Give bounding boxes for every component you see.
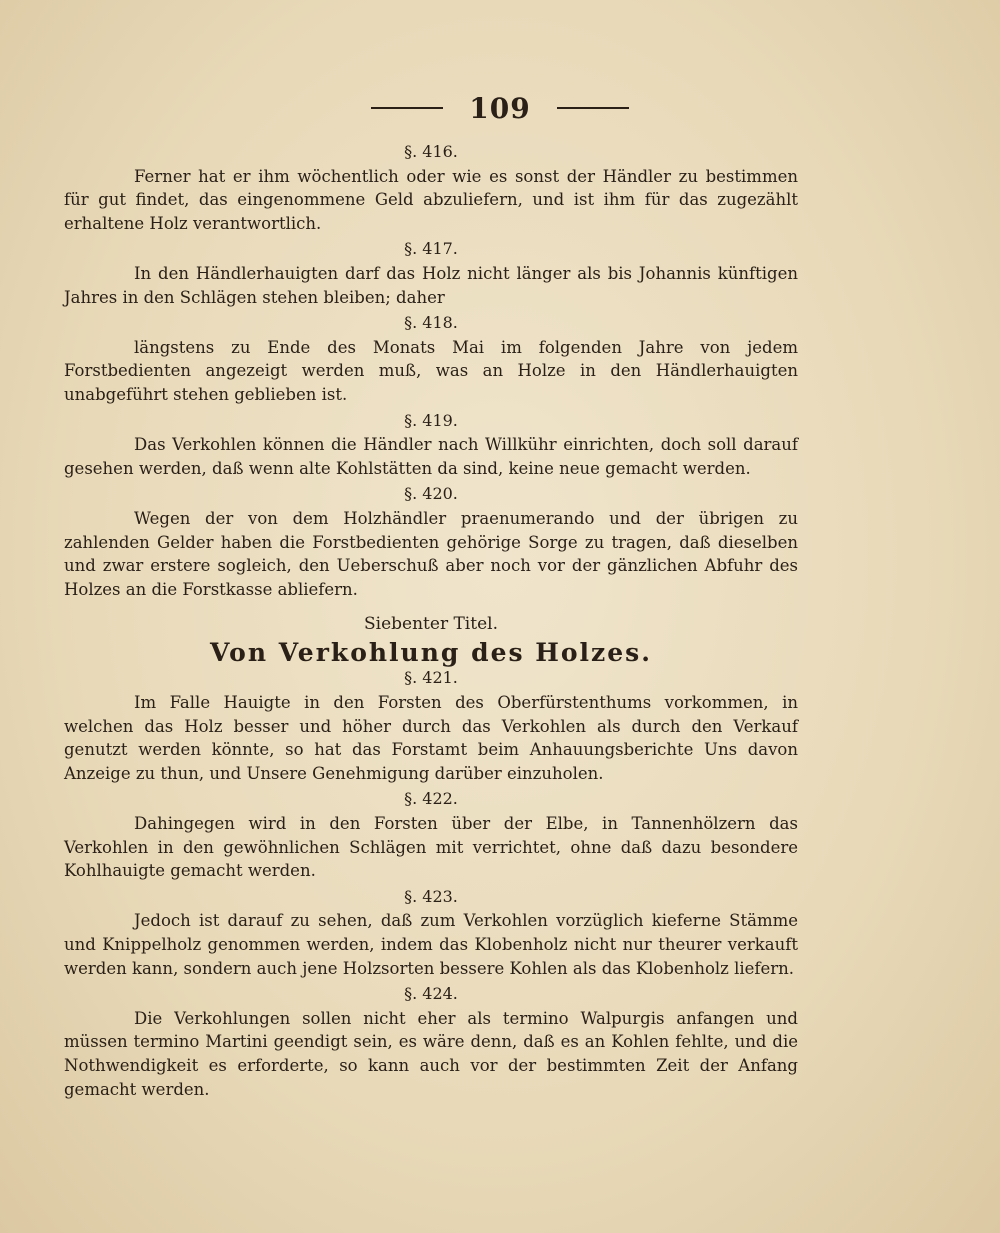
section-number: §. 421. [404,668,458,688]
paragraph: In den Händlerhauigten darf das Holz nicht länger als bis Johannis künftigen Jahres in den Schlägen stehen bleiben; daher [64,263,798,307]
paragraph: Dahingegen wird in den Forsten über der Elbe, in Tannenhölzern das Verkohlen in den gewöhnlichen Schlägen mit verrichtet, ohne daß dazu besondere Kohlhauigte gemacht werden. [64,814,798,881]
section-number: §. 423. [404,886,458,906]
page-header [0,88,1000,128]
paragraph: Die Verkohlungen sollen nicht eher als termino Walpurgis anfangen und müssen termino Martini geendigt sein, es wäre denn, daß es an Kohlen fehlte, und die Nothwendigkeit es erforderte, so kann auch vor der bestimmten Zeit der Anfang gemacht werden. [64,1008,798,1099]
page-number: 109 [469,91,531,125]
section-number: §. 420. [404,484,458,504]
paragraph: Im Falle Hauigte in den Forsten des Oberfürstenthums vorkommen, in welchen das Holz besser und höher durch das Verkohlen als durch den Verkauf genutzt werden könnte, so hat das Forstamt beim Anhauungsberichte Uns davon Anzeige zu thun, und Unsere Genehmigung darüber einzuholen. [64,693,798,783]
section-number: §. 422. [404,789,458,809]
chapter-title: Siebenter Titel. [364,614,498,635]
paragraph: längstens zu Ende des Monats Mai im folgenden Jahre von jedem Forstbedienten angezeigt werden muß, was an Holze in den Händlerhauigten unabgeführt stehen geblieben ist. [64,337,798,404]
section-number: §. 417. [404,239,458,259]
paragraph: Das Verkohlen können die Händler nach Willkühr einrichten, doch soll darauf gesehen werden, daß wenn alte Kohlstätten da sind, keine neue gemacht werden. [64,435,798,478]
paragraph: Wegen der von dem Holzhändler praenumerando und der übrigen zu zahlenden Gelder haben die Forstbedienten gehörige Sorge zu tragen, daß dieselben und zwar erstere sogleich, den Ueberschuß aber noch vor der gänzlichen Abfuhr des Holzes an die Forstkasse abliefern. [64,508,798,599]
section-number: §. 416. [404,142,458,161]
section-number: §. 419. [404,410,458,430]
section-number: §. 424. [404,984,458,1004]
header-rule-left [371,107,443,109]
header-rule-right [557,107,629,109]
page-body [64,138,798,1101]
chapter-heading: Von Verkohlung des Holzes. [210,637,652,667]
section-number: §. 418. [404,313,458,333]
paragraph: Ferner hat er ihm wöchentlich oder wie es sonst der Händler zu bestimmen für gut findet, das eingenommene Geld abzuliefern, und ist ihm für das zugezählt erhaltene Holz verantwortlich. [64,166,798,233]
paragraph: Jedoch ist darauf zu sehen, daß zum Verkohlen vorzüglich kieferne Stämme und Knippelholz genommen werden, indem das Klobenholz nicht nur theurer verkauft werden kann, sondern auch jene Holzsorten bessere Kohlen als das Klobenholz liefern. [64,911,798,978]
